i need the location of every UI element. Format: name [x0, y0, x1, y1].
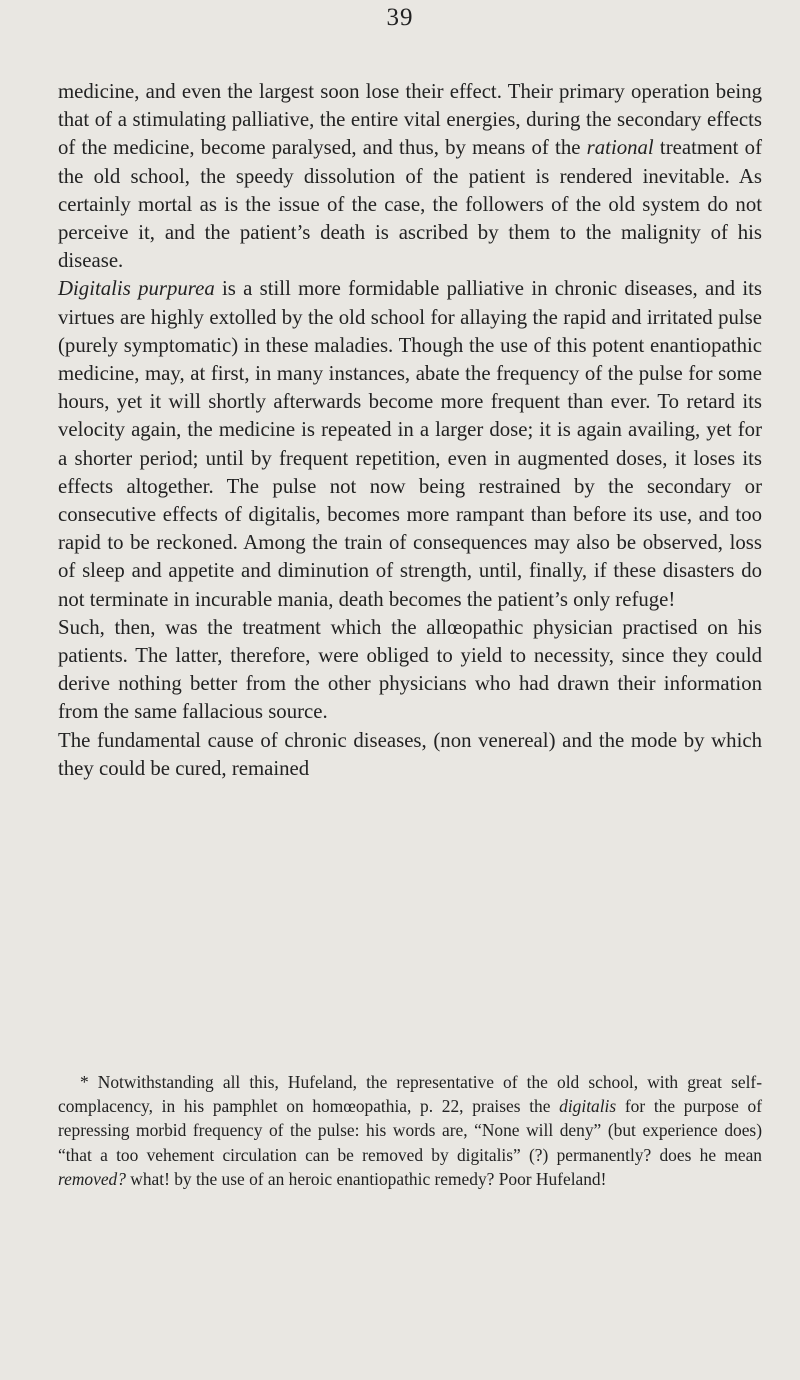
- text-segment-italic: Digitalis purpurea: [58, 277, 215, 301]
- footnote: [58, 1070, 762, 1191]
- footnote-segment: * Notwithstanding all this, Hufeland, the representative of the old school, with great self-complacency, in his pamphlet on homœopathia, p. 22, praises the: [58, 1072, 762, 1117]
- text-segment: is a still more formidable palliative in chronic diseases, and its virtues are highly extolled by the old school for allaying the rapid and irritated pulse (purely symptomatic) in these maladies. Though the use of this potent enantiopathic medicine, may, at first, in many instances, abate the frequency of the pulse for some hours, yet it will shortly afterwards become more frequent than ever. To retard its velocity again, the medicine is repeated in a larger dose; it is again availing, yet for a shorter period; until by frequent repetition, even in augmented doses, it loses its effects altogether. The pulse not now being restrained by the secondary or consecutive effects of digitalis, becomes more rampant than before its use, and too rapid to be reckoned. Among the train of consequences may also be observed, loss of sleep and appetite and diminution of strength, until, finally, if these disasters do not terminate in incurable mania, death becomes the patient’s only refuge!: [58, 277, 762, 611]
- footnote-segment: for the purpose of repressing morbid frequency of the pulse: his words are, “None will deny” (but experience does) “that a too vehement circulation can be removed by digitalis” (?) permanently? does he mean: [58, 1096, 762, 1165]
- footnote-segment: what! by the use of an heroic enantiopathic remedy? Poor Hufeland!: [125, 1168, 607, 1189]
- text-segment: treatment of the old school, the speedy dissolution of the patient is rendered inevitable. As certainly mortal as is the issue of the case, the followers of the old system do not perceive it, and the patient’s death is ascribed by them to the malignity of his disease.: [58, 136, 762, 273]
- text-segment-italic: rational: [586, 136, 654, 160]
- text-segment: medicine, and even the largest soon lose their effect. Their primary operation being that of a stimulating palliative, the entire vital energies, during the secondary effects of the medicine, become paralysed, and thus, by means of the: [58, 80, 762, 160]
- text-segment: The fundamental cause of chronic diseases, (non venereal) and the mode by which they could be cured, remained: [58, 728, 762, 780]
- paragraph-3: [58, 614, 762, 727]
- text-segment: Such, then, was the treatment which the allœopathic physician practised on his patients. The latter, therefore, were obliged to yield to necessity, since they could derive nothing better from the other physicians who had drawn their information from the same fallacious source.: [58, 615, 762, 724]
- body-text: [58, 78, 762, 783]
- paragraph-1: [58, 78, 762, 275]
- paragraph-2: [58, 275, 762, 613]
- footnote-segment-italic: digitalis: [559, 1096, 617, 1117]
- footnote-segment-italic: removed?: [58, 1168, 126, 1189]
- page-number: 39: [386, 4, 414, 31]
- paragraph-4: [58, 727, 762, 783]
